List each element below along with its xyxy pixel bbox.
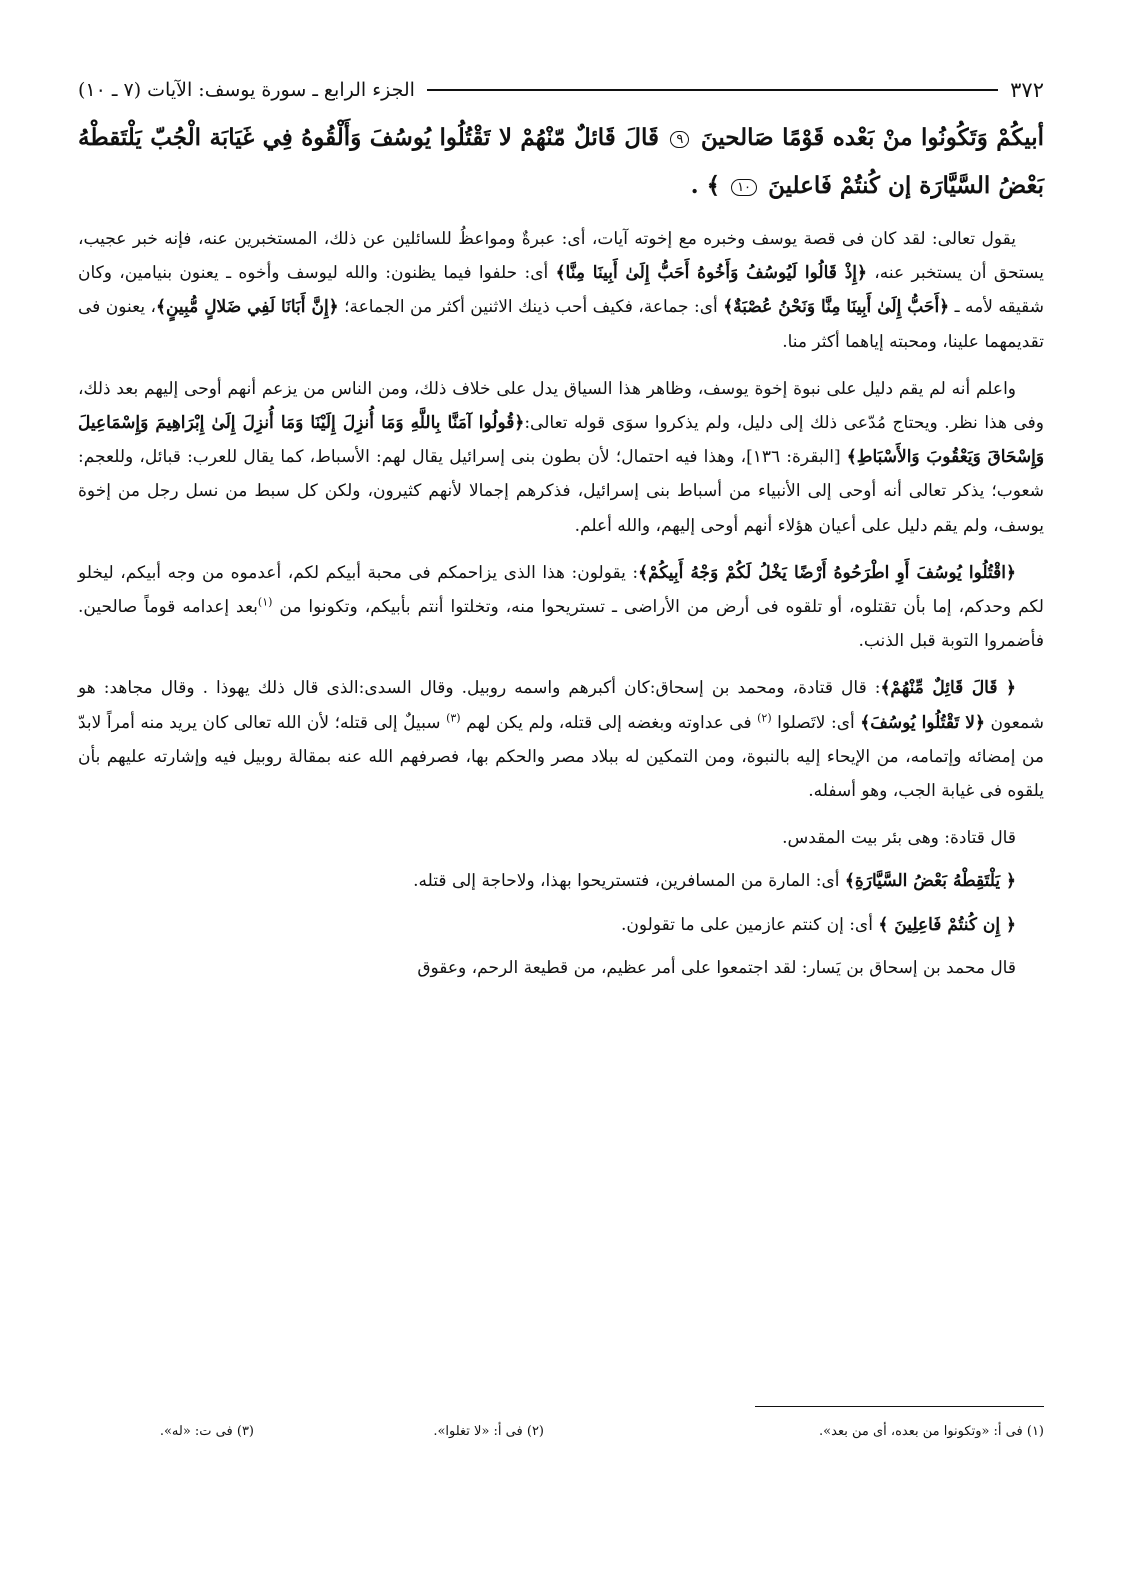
running-header <box>78 75 1044 105</box>
text-run: يقول تعالى: لقد كان فى قصة يوسف وخبره مع إخوته آيات، أى: عبرةٌ ومواعظُ للسائلين عن ذلك، المستخبرين عنه، فإنه خبر عجيب، يستحق أن يستخبر عنه، <box>78 229 1045 284</box>
commentary-paragraph <box>78 951 1044 985</box>
commentary-paragraph <box>78 864 1044 898</box>
footnote-ref-3: (٣) <box>446 710 461 724</box>
text-run: فى عداوته وبغضه إلى قتله، ولم يكن لهم <box>466 712 752 733</box>
commentary-paragraph <box>78 372 1044 543</box>
footnote-ref-1: (١) <box>257 595 273 609</box>
text-run: أى: جماعة، فكيف أحب ذينك الاثنين أكثر من الجماعة؛ <box>344 297 718 318</box>
text-run: بعد إعدامه قوماً صالحين. فأضمروا التوبة قبل الذنب. <box>78 597 1044 652</box>
quran-verse-block <box>78 114 1044 210</box>
verse-text: قَالَ قَائلٌ مّنْهُمْ لا تَقْتُلُوا يُوسُفَ وَأَلْقُوهُ فِي غَيَابَة الْجُبّ يَلْتَقطْهُ بَعْضُ السَّيَّارَة إن كُنتُمْ فَاعلينَ <box>78 124 1044 199</box>
running-title: الجزء الرابع ـ سورة يوسف: الآيات (٧ ـ ١٠) <box>78 79 415 101</box>
text-run: أى: حلفوا فيما يظنون: والله ليوسف وأخوه ـ يعنون بنيامين، وكان شقيقه لأمه ـ <box>78 263 1045 318</box>
text-run: أى: المارة من المسافرين، فتستريحوا بهذا، ولاحاجة إلى قتله. <box>413 871 840 892</box>
text-run: [البقرة: ١٣٦]، وهذا فيه احتمال؛ لأن بطون بنى إسرائيل يقال لهم: الأسباط، كما يقال للعرب: قبائل، وللعجم: شعوب؛ يذكر تعالى أنه أوحى إلى الأنبياء من أسباط بنى إسرائيل، فذكرهم إجمالا لأنهم كثيرون، ولكن كل سبط من نسل رجل من إخوة يوسف، ولم يقم دليل على أعيان هؤلاء أنهم أوحى إليهم، والله أعلم. <box>78 447 1044 536</box>
commentary-paragraph <box>78 556 1044 659</box>
text-run: : قال قتادة، ومحمد بن إسحاق:كان أكبرهم واسمه روبيل. وقال السدى:الذى قال ذلك يهوذا . وقال مجاهد: هو شمعون <box>78 678 1045 733</box>
footnote-1: (١) فى أ: «وتكونوا من بعده، أى من بعد». <box>819 1424 1044 1439</box>
footnote-ref-2: (٢) <box>757 710 772 724</box>
text-run: قال محمد بن إسحاق بن يَسار: لقد اجتمعوا على أمر عظيم، من قطيعة الرحم، وعقوق <box>417 957 1016 978</box>
text-run: سبيلٌ إلى قتله؛ لأن الله تعالى كان يريد منه أمراً لابدّ من إمضائه وإتمامه، من الإيحاء إليه بالنبوة، ومن التمكين له ببلاد مصر والحكم بها، فصرفهم الله عنه بمقالة روبيل فيه وإشارته عليهم بأن يلقوه فى غيابة الجب، وهو أسفله. <box>78 712 1044 802</box>
commentary-paragraph <box>78 671 1044 808</box>
quran-quote: ﴿قُولُوا آمَنَّا بِاللَّهِ وَمَا أُنزِلَ إِلَيْنَا وَمَا أُنزِلَ إِلَىٰ إِبْرَاهِيمَ وَإِسْمَاعِيلَ وَإِسْحَاقَ وَيَعْقُوبَ وَالأَسْبَاطِ﴾ <box>78 413 1045 468</box>
verse-number-10: ١٠ <box>731 179 757 196</box>
text-run: واعلم أنه لم يقم دليل على نبوة إخوة يوسف، وظاهر هذا السياق يدل على خلاف ذلك، ومن الناس من يزعم أنهم أوحى إليهم بعد ذلك، وفى هذا نظر. ويحتاج مُدّعى ذلك إلى دليل، ولم يذكروا سوَى قوله تعالى: <box>78 378 1045 434</box>
quran-quote: ﴿ إِن كُنتُمْ فَاعِلِينَ ﴾ <box>878 914 1016 935</box>
quran-quote: ﴿ يَلْتَقِطْهُ بَعْضُ السَّيَّارَةِ﴾ <box>844 871 1016 892</box>
text-run: قال قتادة: وهى بئر بيت المقدس. <box>782 828 1016 849</box>
verse-number-9: ٩ <box>670 131 689 148</box>
header-rule <box>427 89 998 91</box>
quran-quote: ﴿اقْتُلُوا يُوسُفَ أَوِ اطْرَحُوهُ أَرْضًا يَخْلُ لَكُمْ وَجْهُ أَبِيكُمْ﴾ <box>638 562 1016 583</box>
footnote-rule <box>755 1406 1044 1407</box>
footnote-3: (٣) فى ت: «له». <box>159 1424 254 1439</box>
page-number: ٣٧٢ <box>1010 78 1044 102</box>
verse-end-bracket: ﴾ . <box>690 172 721 199</box>
text-run: : يقولون: هذا الذى يزاحمكم فى محبة أبيكم لكم، أعدموه من وجه أبيكم، ليخلو لكم وحدكم، إما بأن تقتلوه، أو تلقوه فى أرض من الأراضى ـ تستريحوا منه، وتخلتوا أنتم بأبيكم، وتكونوا من <box>78 562 1044 618</box>
text-run: أى: لاتَصلوا <box>777 712 855 733</box>
quran-quote: ﴿إِنَّ أَبَانَا لَفِي ضَلالٍ مُّبِينٍ﴾ <box>155 297 339 318</box>
verse-text: أبيكُمْ وَتَكُونُوا منْ بَعْده قَوْمًا صَالحينَ <box>700 124 1044 151</box>
text-run: أى: إن كنتم عازمين على ما تقولون. <box>621 914 873 935</box>
quran-quote: ﴿أَحَبُّ إِلَىٰ أَبِينَا مِنَّا وَنَحْنُ عُصْبَةٌ﴾ <box>723 297 950 318</box>
commentary-paragraph <box>78 821 1044 855</box>
commentary-paragraph <box>78 222 1044 359</box>
page-body <box>78 114 1044 998</box>
footnote-2: (٢) فى أ: «لا تغلوا». <box>433 1424 544 1439</box>
commentary-paragraph <box>78 908 1044 942</box>
quran-quote: ﴿إِذْ قَالُوا لَيُوسُفُ وَأَخُوهُ أَحَبُّ إِلَىٰ أَبِينَا مِنَّا﴾ <box>555 263 867 284</box>
footnotes <box>78 1424 1044 1450</box>
quran-quote: ﴿ قَالَ قَائِلٌ مِّنْهُمْ﴾ <box>880 678 1016 699</box>
text-run: ، يعنون فى تقديمهما علينا، ومحبته إياهما أكثر منا. <box>78 297 1044 352</box>
quran-quote: ﴿لا تَقْتُلُوا يُوسُفَ﴾ <box>860 712 985 733</box>
